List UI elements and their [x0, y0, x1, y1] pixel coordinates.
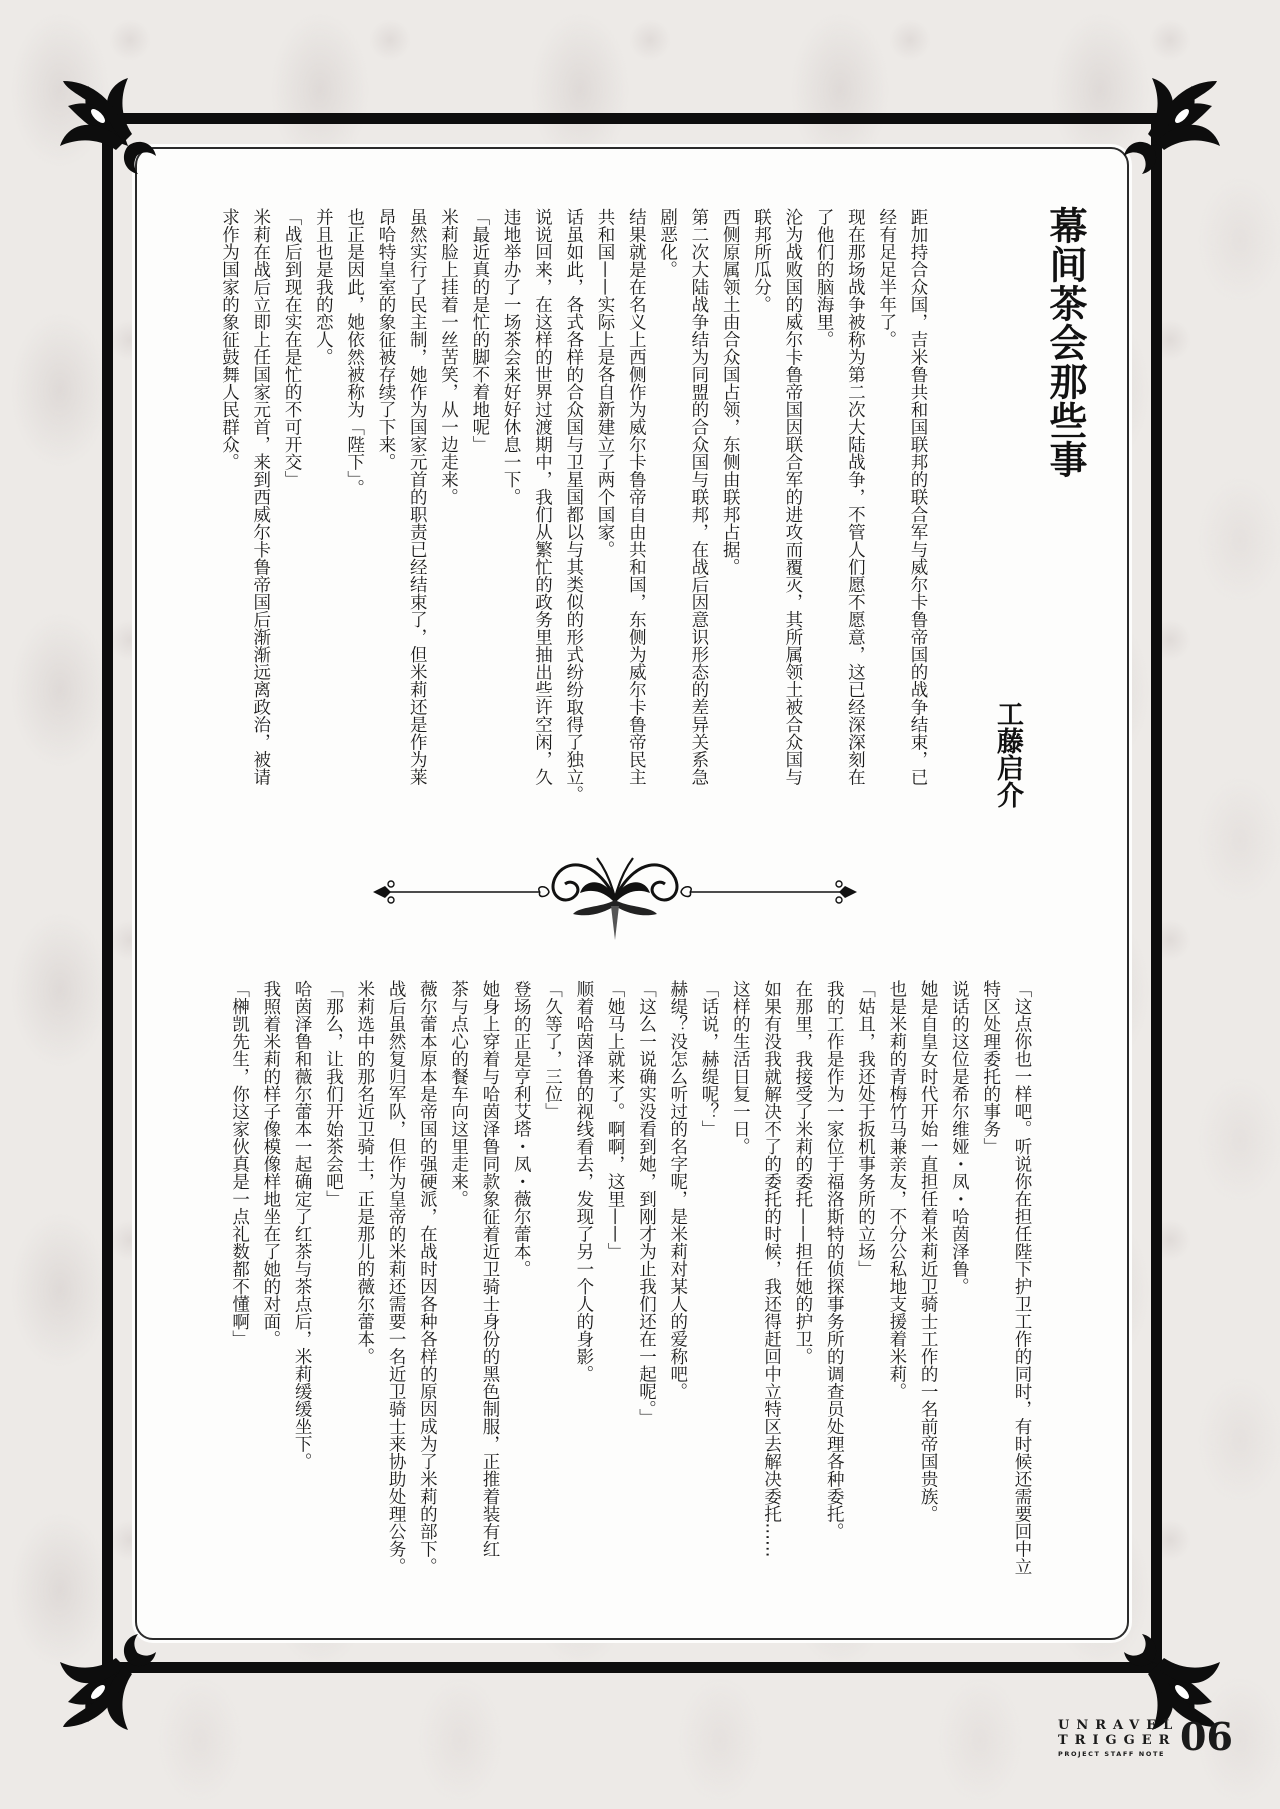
text-column: 虽然实行了民主制，她作为国家元首的职责已经结束了，但米莉还是作为莱	[407, 208, 428, 786]
text-column: 这样的生活日复一日。	[730, 980, 751, 1155]
text-column: 联邦所瓜分。	[751, 208, 772, 313]
text-column: 米莉选中的那名近卫骑士，正是那儿的薇尔蕾本。	[354, 980, 375, 1365]
text-column: 也是米莉的青梅竹马兼亲友，不分公私地支援着米莉。	[886, 980, 907, 1400]
text-column: 在那里，我接受了米莉的委托——担任她的护卫。	[792, 980, 813, 1365]
text-column: 「这么一说确实没看到她，到刚才为止我们还在一起呢。」	[636, 980, 657, 1427]
text-column: 顺着哈茵泽鲁的视线看去，发现了另一个人的身影。	[573, 980, 594, 1383]
text-block-top	[213, 208, 933, 803]
text-column: 沦为战败国的威尔卡鲁帝国因联合军的进攻而覆灭，其所属领土被合众国与	[782, 208, 803, 786]
text-column: 话虽如此，各式各样的合众国与卫星国都以与其类似的形式纷纷取得了独立。	[563, 208, 584, 803]
text-column: 赫缇？没怎么听过的名字呢，是米莉对某人的爱称吧。	[667, 980, 688, 1400]
text-column: 她身上穿着与哈茵泽鲁同款象征着近卫骑士身份的黑色制服，正推着装有红	[479, 980, 500, 1558]
text-column: 第二次大陆战争结为同盟的合众国与联邦，在战后因意识形态的差异关系急	[688, 208, 709, 786]
text-column: 我照着米莉的样子像模像样地坐在了她的对面。	[260, 980, 281, 1348]
page-number: 06	[1180, 1714, 1233, 1759]
text-column: 现在那场战争被称为第二次大陆战争，不管人们愿不愿意，这已经深深刻在	[845, 208, 866, 786]
text-column: 特区处理委托的事务」	[980, 980, 1001, 1155]
corner-ornament-top-right-icon	[1102, 66, 1232, 196]
text-column: 「她马上就来了。啊啊，这里——」	[605, 980, 626, 1260]
text-column: 剧恶化。	[657, 208, 678, 278]
text-column: 距加持合众国，吉米鲁共和国联邦的联合军与威尔卡鲁帝国的战争结束，已	[908, 208, 928, 786]
text-column: 「战后到现在实在是忙的不可开交」	[282, 208, 303, 488]
text-column: 了他们的脑海里。	[814, 208, 835, 348]
text-column: 并且也是我的恋人。	[313, 208, 334, 366]
text-column: 说说回来，在这样的世界过渡期中，我们从繁忙的政务里抽出些许空闲，久	[532, 208, 553, 786]
text-column: 西侧原属领土由合众国占领，东侧由联邦占据。	[720, 208, 741, 576]
footer-brand	[1058, 1714, 1233, 1759]
text-column: 结果就是在名义上西侧作为威尔卡鲁帝自由共和国，东侧为威尔卡鲁帝民主	[626, 208, 647, 786]
corner-ornament-top-left-icon	[48, 66, 178, 196]
text-block-bottom	[223, 980, 1037, 1575]
text-column: 我的工作是作为一家位于福洛斯特的侦探事务所的调查员处理各种委托。	[824, 980, 845, 1540]
text-column: 茶与点心的餐车向这里走来。	[448, 980, 469, 1208]
text-column: 如果有没我就解决不了的委托的时候，我还得赶回中立特区去解决委托……	[761, 980, 782, 1558]
text-column: 说话的这位是希尔维娅・凤・哈茵泽鲁。	[949, 980, 970, 1295]
text-column: 战后虽然复归军队，但作为皇帝的米莉还需要一名近卫骑士来协助处理公务。	[386, 980, 407, 1575]
text-column: 共和国——实际上是各自新建立了两个国家。	[595, 208, 616, 558]
article-author: 工藤启介	[992, 700, 1023, 808]
text-column: 「榊凯先生，你这家伙真是一点礼数都不懂啊」	[229, 980, 250, 1348]
text-column: 求作为国家的象征鼓舞人民群众。	[219, 208, 240, 471]
text-column: 薇尔蕾本原本是帝国的强硬派，在战时因各种各样的原因成为了米莉的部下。	[417, 980, 438, 1575]
text-column: 「最近真的是忙的脚不着地呢」	[469, 208, 490, 453]
text-column: 「久等了，三位」	[542, 980, 563, 1120]
text-column: 「话说，赫缇呢？」	[699, 980, 720, 1138]
text-column: 「这点你也一样吧。听说你在担任陛下护卫工作的同时，有时候还需要回中立	[1012, 980, 1032, 1575]
brand-subtitle: PROJECT STAFF NOTE	[1058, 1750, 1166, 1758]
text-column: 经有足足半年了。	[876, 208, 897, 348]
text-column: 米莉脸上挂着一丝苦笑，从一边走来。	[438, 208, 459, 506]
text-column: 「那么，让我们开始茶会吧」	[323, 980, 344, 1208]
ornamental-divider-icon	[365, 848, 865, 948]
brand-line-2: TRIGGER	[1058, 1733, 1177, 1748]
text-column: 昂哈特皇室的象征被存续了下来。	[375, 208, 396, 471]
text-column: 也正是因此，她依然被称为「陛下」。	[344, 208, 365, 497]
brand-line-1: UNRAVEL	[1058, 1718, 1180, 1733]
article-title: 幕间茶会那些事	[1043, 206, 1088, 479]
text-column: 米莉在战后立即上任国家元首，来到西威尔卡鲁帝国后渐渐远离政治，被请	[250, 208, 271, 786]
text-column: 「姑且，我还处于扳机事务所的立场」	[855, 980, 876, 1278]
text-column: 哈茵泽鲁和薇尔蕾本一起确定了红茶与茶点后，米莉缓缓坐下。	[292, 980, 313, 1470]
corner-ornament-bottom-left-icon	[48, 1612, 178, 1742]
text-column: 登场的正是亨利艾塔・凤・薇尔蕾本。	[511, 980, 532, 1278]
text-column: 她是自皇女时代开始一直担任着米莉近卫骑士工作的一名前帝国贵族。	[918, 980, 939, 1523]
text-column: 违地举办了一场茶会来好好休息一下。	[501, 208, 522, 506]
